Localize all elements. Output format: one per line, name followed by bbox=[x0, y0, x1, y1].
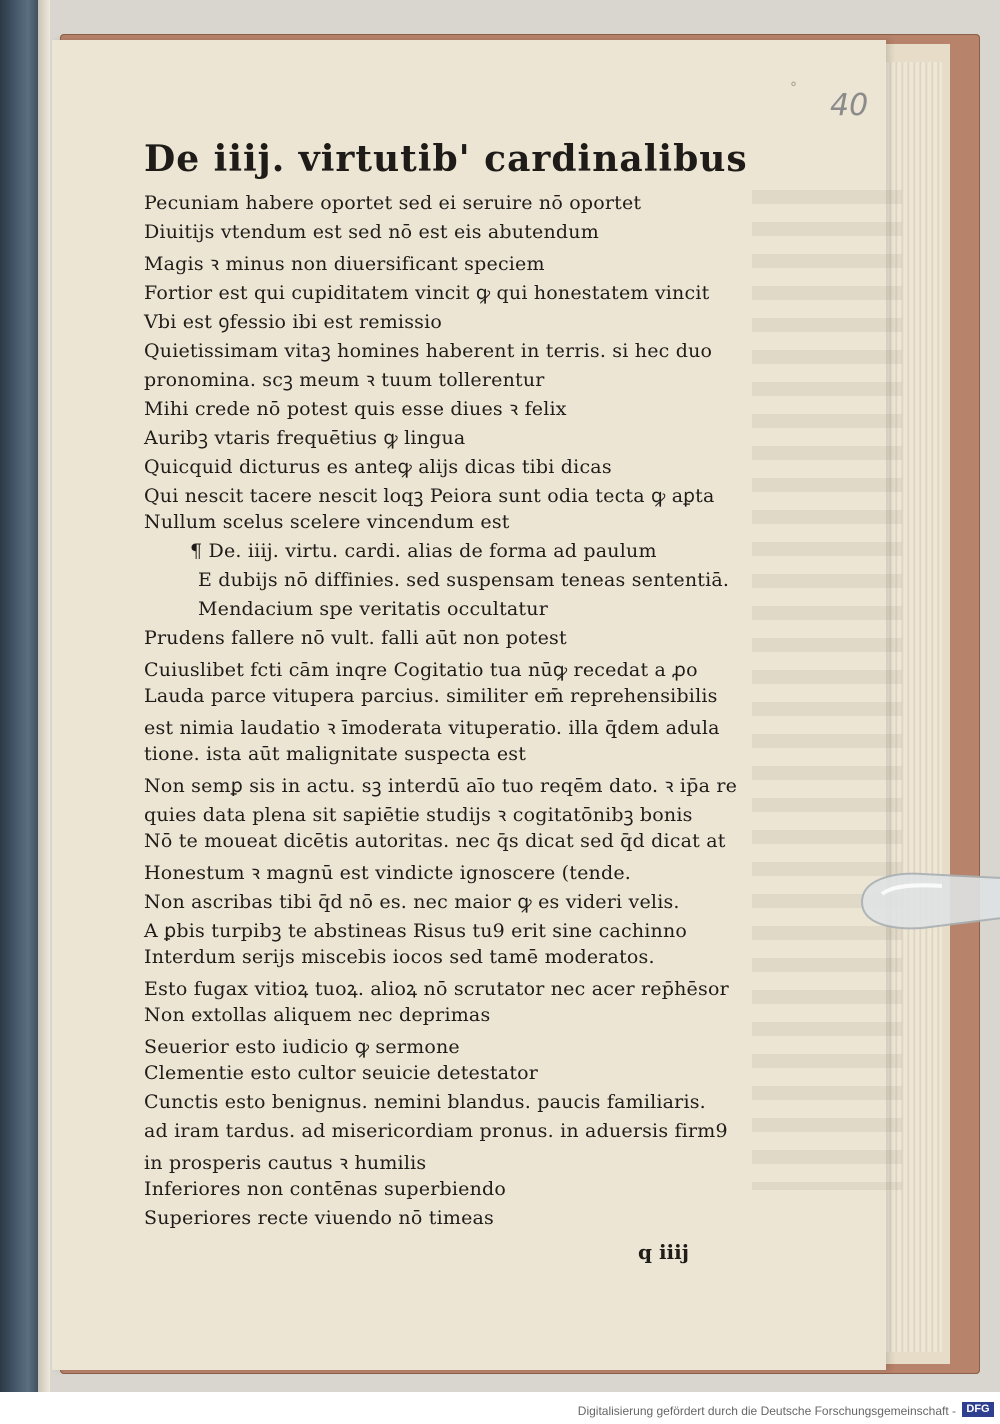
pencil-mark: ° bbox=[790, 80, 797, 96]
text-line: Prudens fallere nō vult. falli aūt non potest bbox=[144, 627, 567, 649]
text-line: Auribꝫ vtaris frequētius ꝙ lingua bbox=[144, 427, 466, 449]
text-line: Mihi crede nō potest quis esse diues ꝛ felix bbox=[144, 398, 567, 420]
text-line: Superiores recte viuendo nō timeas bbox=[144, 1207, 494, 1229]
text-line: Cunctis esto benignus. nemini blandus. paucis familiaris. bbox=[144, 1091, 706, 1113]
text-line: Lauda parce vitupera parcius. similiter em̄ reprehensibilis bbox=[144, 685, 718, 707]
text-line: E dubijs nō diffinies. sed suspensam teneas sententiā. bbox=[198, 569, 730, 591]
text-line: Nullum scelus scelere vincendum est bbox=[144, 511, 510, 533]
book-board bbox=[0, 0, 40, 1392]
text-line: Interdum serijs miscebis iocos sed tamē moderatos. bbox=[144, 946, 655, 968]
text-line: Magis ꝛ minus non diuersificant speciem bbox=[144, 253, 545, 275]
digitization-credit: Digitalisierung gefördert durch die Deutsche Forschungsgemeinschaft - bbox=[577, 1404, 956, 1418]
text-line: Clementie esto cultor seuicie detestator bbox=[144, 1062, 539, 1084]
text-line: A ꝑbis turpibꝫ te abstineas Risus tu9 erit sine cachinno bbox=[144, 920, 688, 942]
folio-number: 40 bbox=[830, 88, 869, 123]
text-line: Quicquid dicturus es anteꝙ alijs dicas tibi dicas bbox=[144, 456, 612, 478]
text-line: Diuitijs vtendum est sed nō est eis abutendum bbox=[144, 221, 599, 243]
text-line: Quietissimam vitaꝫ homines haberent in terris. si hec duo bbox=[144, 340, 713, 362]
text-line: quies data plena sit sapiētie studijs ꝛ cogitatōnibꝫ bonis bbox=[144, 804, 693, 826]
text-line: Cuiuslibet fcti cām inqre Cogitatio tua nūꝙ recedat a ꝓo bbox=[144, 659, 698, 681]
signature-mark: q iiij bbox=[638, 1240, 689, 1264]
text-line: ad iram tardus. ad misericordiam pronus. in aduersis firm9 bbox=[144, 1120, 728, 1142]
text-line: est nimia laudatio ꝛ īmoderata vituperatio. illa q̄dem adula bbox=[144, 717, 720, 739]
book-board-edge bbox=[38, 0, 50, 1392]
text-line: Qui nescit tacere nescit loqꝫ Peiora sunt odia tecta ꝙ aꝑta bbox=[144, 485, 715, 507]
text-line: Non semꝑ sis in actu. sꝫ interdū aīo tuo reqēm dato. ꝛ ip̄a re bbox=[144, 775, 738, 797]
text-line: Non ascribas tibi q̄d nō es. nec maior ꝙ es videri velis. bbox=[144, 891, 680, 913]
section-heading: ¶ De. iiij. virtu. cardi. alias de forma ad paulum bbox=[190, 540, 657, 562]
text-line: Vbi est ꝯfessio ibi est remissio bbox=[144, 311, 443, 333]
text-line: Non extollas aliquem nec deprimas bbox=[144, 1004, 491, 1026]
show-through bbox=[752, 190, 902, 1190]
text-line: pronomina. scꝫ meum ꝛ tuum tollerentur bbox=[144, 369, 545, 391]
text-line: Honestum ꝛ magnū est vindicte ignoscere (tende. bbox=[144, 862, 632, 884]
dfg-logo: DFG bbox=[962, 1402, 994, 1417]
text-line: Nō te moueat dicētis autoritas. nec q̄s dicat sed q̄d dicat at bbox=[144, 830, 726, 852]
text-line: Inferiores non contēnas superbiendo bbox=[144, 1178, 507, 1200]
text-line: Fortior est qui cupiditatem vincit ꝙ qui honestatem vincit bbox=[144, 282, 710, 304]
text-line: in prosperis cautus ꝛ humilis bbox=[144, 1152, 427, 1174]
text-line: tione. ista aūt malignitate suspecta est bbox=[144, 743, 527, 765]
page-weight-clip bbox=[852, 862, 1000, 940]
page-heading: De iiij. virtutib' cardinalibus bbox=[144, 138, 748, 180]
text-line: Pecuniam habere oportet sed ei seruire nō oportet bbox=[144, 192, 642, 214]
text-line: Seuerior esto iudicio ꝙ sermone bbox=[144, 1036, 460, 1058]
text-line: Esto fugax vitioꝝ tuoꝝ. alioꝝ nō scrutator nec acer rep̄hēsor bbox=[144, 978, 729, 1000]
text-line: Mendacium spe veritatis occultatur bbox=[198, 598, 548, 620]
